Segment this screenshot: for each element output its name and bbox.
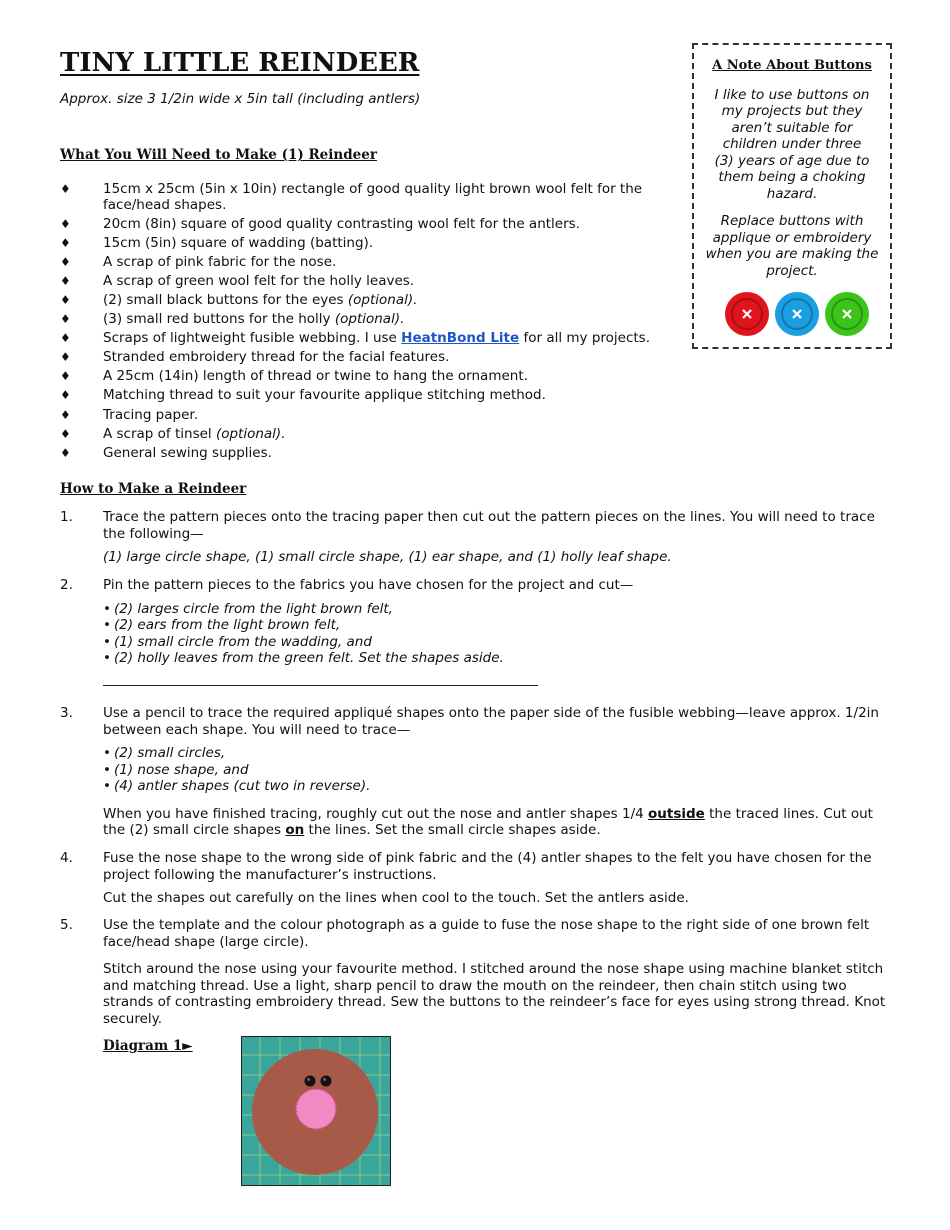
step-text: Cut the shapes out carefully on the lines when cool to the touch. Set the antlers aside. — [103, 890, 689, 906]
diamond-bullet-icon: ♦ — [60, 235, 71, 250]
list-item: ♦ (2) small black buttons for the eyes (optional). — [60, 291, 418, 308]
step-text: (1) large circle shape, (1) small circle shape, (1) ear shape, and (1) holly leaf shape. — [103, 549, 672, 565]
list-item: ♦ Matching thread to suit your favourite applique stitching method. — [60, 387, 546, 404]
step-text: Pin the pattern pieces to the fabrics you have chosen for the project and cut— — [103, 577, 634, 593]
diamond-bullet-icon: ♦ — [60, 312, 71, 327]
pink-nose — [296, 1089, 336, 1129]
materials-heading: What You Will Need to Make (1) Reindeer — [60, 147, 377, 163]
howto-heading: How to Make a Reindeer — [60, 481, 247, 497]
step-number: 5. — [60, 917, 73, 933]
list-item: ♦ Stranded embroidery thread for the facial features. — [60, 349, 450, 366]
list-item: ♦ (3) small red buttons for the holly (optional). — [60, 311, 405, 328]
divider — [103, 685, 538, 686]
diamond-bullet-icon: ♦ — [60, 273, 71, 288]
note-box — [692, 43, 892, 349]
diagram-label: Diagram 1► — [103, 1038, 193, 1054]
list-item: • (1) nose shape, and — [103, 762, 890, 779]
reindeer-face-illustration — [242, 1037, 390, 1185]
left-eye-button — [305, 1076, 316, 1087]
list-item: ♦ A scrap of tinsel (optional). — [60, 425, 286, 442]
diamond-bullet-icon: ♦ — [60, 331, 71, 346]
diamond-bullet-icon: ♦ — [60, 350, 71, 365]
list-item: ♦ 15cm x 25cm (5in x 10in) rectangle of good quality light brown wool felt for the face/head shapes. — [60, 181, 643, 213]
list-item: ♦ General sewing supplies. — [60, 444, 272, 461]
step-5 — [60, 917, 890, 1027]
step-text: Stitch around the nose using your favourite method. I stitched around the nose shape using machine blanket stitch and matching thread. Use a light, sharp pencil to draw the mouth on the reindeer, then chain stitch using two strands of contrasting embroidery thread. Sew the buttons to the reindeer’s face for eyes using strong thread. Knot securely. — [103, 961, 886, 1027]
step-text: Use a pencil to trace the required appliqué shapes onto the paper side of the fusible webbing—leave approx. 1/2in between each shape. You will need to trace— — [103, 705, 879, 738]
buttons-illustration — [722, 290, 872, 338]
step-number: 3. — [60, 705, 73, 721]
trace-list — [103, 745, 890, 795]
note-text: Replace buttons with applique or embroidery when you are making the project. — [705, 213, 879, 279]
list-item: • (2) holly leaves from the green felt. Set the shapes aside. — [103, 650, 890, 667]
diamond-bullet-icon: ♦ — [60, 388, 71, 403]
diagram-1-photo — [241, 1036, 391, 1186]
heatnbond-lite-link[interactable]: HeatnBond Lite — [401, 330, 520, 347]
step-3 — [60, 705, 890, 839]
list-item: ♦ 20cm (8in) square of good quality contrasting wool felt for the antlers. — [60, 215, 580, 232]
step-number: 1. — [60, 509, 73, 525]
list-item: ♦ Scraps of lightweight fusible webbing. I use HeatnBond Lite for all my projects. — [60, 330, 650, 347]
page-title: TINY LITTLE REINDEER — [60, 48, 420, 78]
diamond-bullet-icon: ♦ — [60, 426, 71, 441]
green-button-icon — [825, 292, 869, 336]
red-button-icon — [725, 292, 769, 336]
step-1 — [60, 509, 890, 566]
note-text: I like to use buttons on my projects but they aren’t suitable for children under three (3) years of age due to them being a choking hazard. — [714, 86, 870, 202]
step-text: When you have finished tracing, roughly cut out the nose and antler shapes 1/4 outside the traced lines. Cut out the (2) small circle shapes on the lines. Set the small circle shapes aside. — [103, 805, 873, 838]
diamond-bullet-icon: ♦ — [60, 182, 71, 196]
diamond-bullet-icon: ♦ — [60, 216, 71, 231]
list-item: • (1) small circle from the wadding, and — [103, 634, 890, 651]
list-item: • (4) antler shapes (cut two in reverse). — [103, 778, 890, 795]
diamond-bullet-icon: ♦ — [60, 369, 71, 384]
diamond-bullet-icon: ♦ — [60, 445, 71, 460]
materials-list — [60, 182, 680, 465]
diamond-bullet-icon: ♦ — [60, 254, 71, 269]
step-number: 2. — [60, 577, 73, 593]
list-item: • (2) ears from the light brown felt, — [103, 617, 890, 634]
diamond-bullet-icon: ♦ — [60, 292, 71, 307]
step-text: Trace the pattern pieces onto the tracing paper then cut out the pattern pieces on the lines. You will need to trace the following— — [103, 509, 875, 542]
step-text: Fuse the nose shape to the wrong side of pink fabric and the (4) antler shapes to the felt you have chosen for the project following the manufacturer’s instructions. — [103, 850, 872, 883]
step-2 — [60, 577, 890, 667]
subtitle: Approx. size 3 1/2in wide x 5in tall (including antlers) — [60, 91, 421, 107]
eye-highlight — [307, 1078, 310, 1081]
cut-list — [103, 601, 890, 667]
list-item: • (2) larges circle from the light brown felt, — [103, 601, 890, 618]
step-text: Use the template and the colour photograph as a guide to fuse the nose shape to the right side of one brown felt face/head shape (large circle). — [103, 917, 870, 950]
list-item: ♦ 15cm (5in) square of wadding (batting). — [60, 234, 374, 251]
list-item: • (2) small circles, — [103, 745, 890, 762]
blue-button-icon — [775, 292, 819, 336]
list-item: ♦ A scrap of pink fabric for the nose. — [60, 253, 337, 270]
list-item: ♦ A scrap of green wool felt for the holly leaves. — [60, 272, 415, 289]
note-title: A Note About Buttons — [712, 58, 872, 73]
right-eye-button — [321, 1076, 332, 1087]
step-4 — [60, 850, 890, 907]
list-item: ♦ Tracing paper. — [60, 406, 198, 423]
eye-highlight — [323, 1078, 326, 1081]
step-number: 4. — [60, 850, 73, 866]
diamond-bullet-icon: ♦ — [60, 407, 71, 422]
list-item: ♦ A 25cm (14in) length of thread or twine to hang the ornament. — [60, 368, 528, 385]
